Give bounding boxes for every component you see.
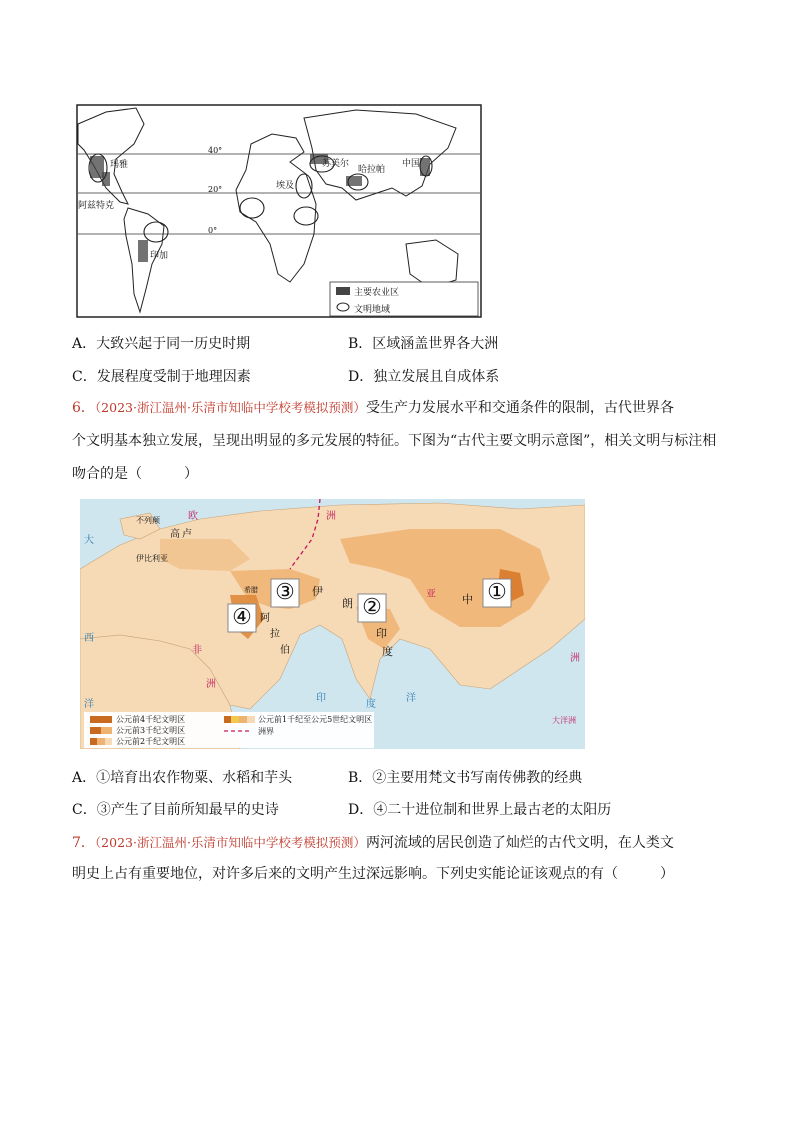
label-britain: 不列颠 <box>136 516 160 525</box>
q6-option-b[interactable]: B．②主要用梵文书写南传佛教的经典 <box>348 770 583 786</box>
label-bo: 伯 <box>280 645 290 656</box>
legend-2nd-millennium: 公元前2千纪文明区 <box>116 737 186 746</box>
marker-1: ① <box>487 580 507 605</box>
q6-line1: 6．（2023·浙江温州·乐清市知临中学校考模拟预测）受生产力发展水平和交通条件的限制，古代世界各 <box>72 400 674 416</box>
civ-label-inca: 印加 <box>150 251 169 261</box>
label-zhou-europe: 洲 <box>326 511 336 522</box>
civ-label-egypt: 埃及 <box>276 181 295 191</box>
civ-label-harappa: 哈拉帕 <box>358 165 386 175</box>
label-da: 大 <box>84 535 94 546</box>
label-lu: 卢 <box>182 529 192 540</box>
q7-line2: 明史上占有重要地位，对许多后来的文明产生过深远影响。下列史实能论证该观点的有（ ） <box>72 866 674 882</box>
civ-label-sumer: 苏美尔 <box>322 159 350 169</box>
label-yang: 洋 <box>84 699 94 710</box>
marker-4: ④ <box>232 605 252 630</box>
label-ou: 欧 <box>188 511 198 522</box>
label-du-ocean: 度 <box>366 699 376 710</box>
q7-number: 7． <box>72 835 95 851</box>
q6-source: （2023·浙江温州·乐清市知临中学校考模拟预测） <box>94 400 366 415</box>
label-ya: 亚 <box>426 589 436 600</box>
label-lang: 朗 <box>342 597 353 610</box>
q6-line2: 个文明基本独立发展，呈现出明显的多元发展的特征。下图为“古代主要文明示意图”，相关文明与标注相 <box>72 433 717 449</box>
q6-line3: 吻合的是（ ） <box>72 466 198 482</box>
q5-option-a[interactable]: A．大致兴起于同一历史时期 <box>72 336 251 352</box>
q7-source: （2023·浙江温州·乐清市知临中学校考模拟预测） <box>94 835 366 850</box>
label-yin: 印 <box>376 627 387 640</box>
legend-4th-millennium: 公元前4千纪文明区 <box>116 715 186 724</box>
world-map-svg <box>76 104 482 318</box>
lat-label: 40° <box>208 146 223 155</box>
q6-option-d[interactable]: D．④二十进位制和世界上最古老的太阳历 <box>348 802 612 818</box>
label-zhong: 中 <box>462 593 473 606</box>
world-civilization-map <box>76 104 482 318</box>
label-oceania: 大洋洲 <box>552 716 576 725</box>
label-la: 拉 <box>270 629 280 640</box>
civ-label-maya: 玛雅 <box>110 160 129 170</box>
label-greece: 希腊 <box>244 586 258 594</box>
label-zhou-africa: 洲 <box>206 679 216 690</box>
lat-label: 0° <box>208 226 218 235</box>
label-a: 阿 <box>260 613 270 624</box>
q6-option-a[interactable]: A．①培育出农作物粟、水稻和芋头 <box>72 770 293 786</box>
q6-number: 6． <box>72 400 95 416</box>
civ-label-china: 中国 <box>402 159 421 169</box>
ancient-map-svg <box>80 499 585 749</box>
ancient-civilization-map <box>80 499 585 749</box>
marker-3: ③ <box>275 580 295 605</box>
label-zhou-asia: 洲 <box>570 653 580 664</box>
label-iberia: 伊比利亚 <box>136 554 168 563</box>
lat-label: 20° <box>208 185 223 194</box>
label-yi: 伊 <box>312 585 323 598</box>
q5-option-d[interactable]: D．独立发展且自成体系 <box>348 369 500 385</box>
q6-option-c[interactable]: C．③产生了目前所知最早的史诗 <box>72 802 279 818</box>
label-yin-ocean: 印 <box>316 693 326 704</box>
legend-3rd-millennium: 公元前3千纪文明区 <box>116 726 186 735</box>
label-yang-ocean: 洋 <box>406 693 416 704</box>
label-gao: 高 <box>170 529 180 540</box>
legend-agriculture: 主要农业区 <box>354 288 400 298</box>
label-du: 度 <box>382 645 393 658</box>
label-fei: 非 <box>192 645 202 656</box>
legend-civilization: 文明地域 <box>354 305 391 315</box>
q5-option-c[interactable]: C．发展程度受制于地理因素 <box>72 369 251 385</box>
q7-line1: 7．（2023·浙江温州·乐清市知临中学校考模拟预测）两河流域的居民创造了灿烂的古代文明，在人类文 <box>72 835 674 851</box>
q5-option-b[interactable]: B．区域涵盖世界各大洲 <box>348 336 499 352</box>
marker-2: ② <box>362 595 382 620</box>
civ-label-aztec: 阿兹特克 <box>78 201 115 211</box>
legend-1st-millennium: 公元前1千纪至公元5世纪文明区 <box>258 715 373 724</box>
label-xi: 西 <box>84 633 94 644</box>
legend-continent-border: 洲界 <box>258 727 274 736</box>
